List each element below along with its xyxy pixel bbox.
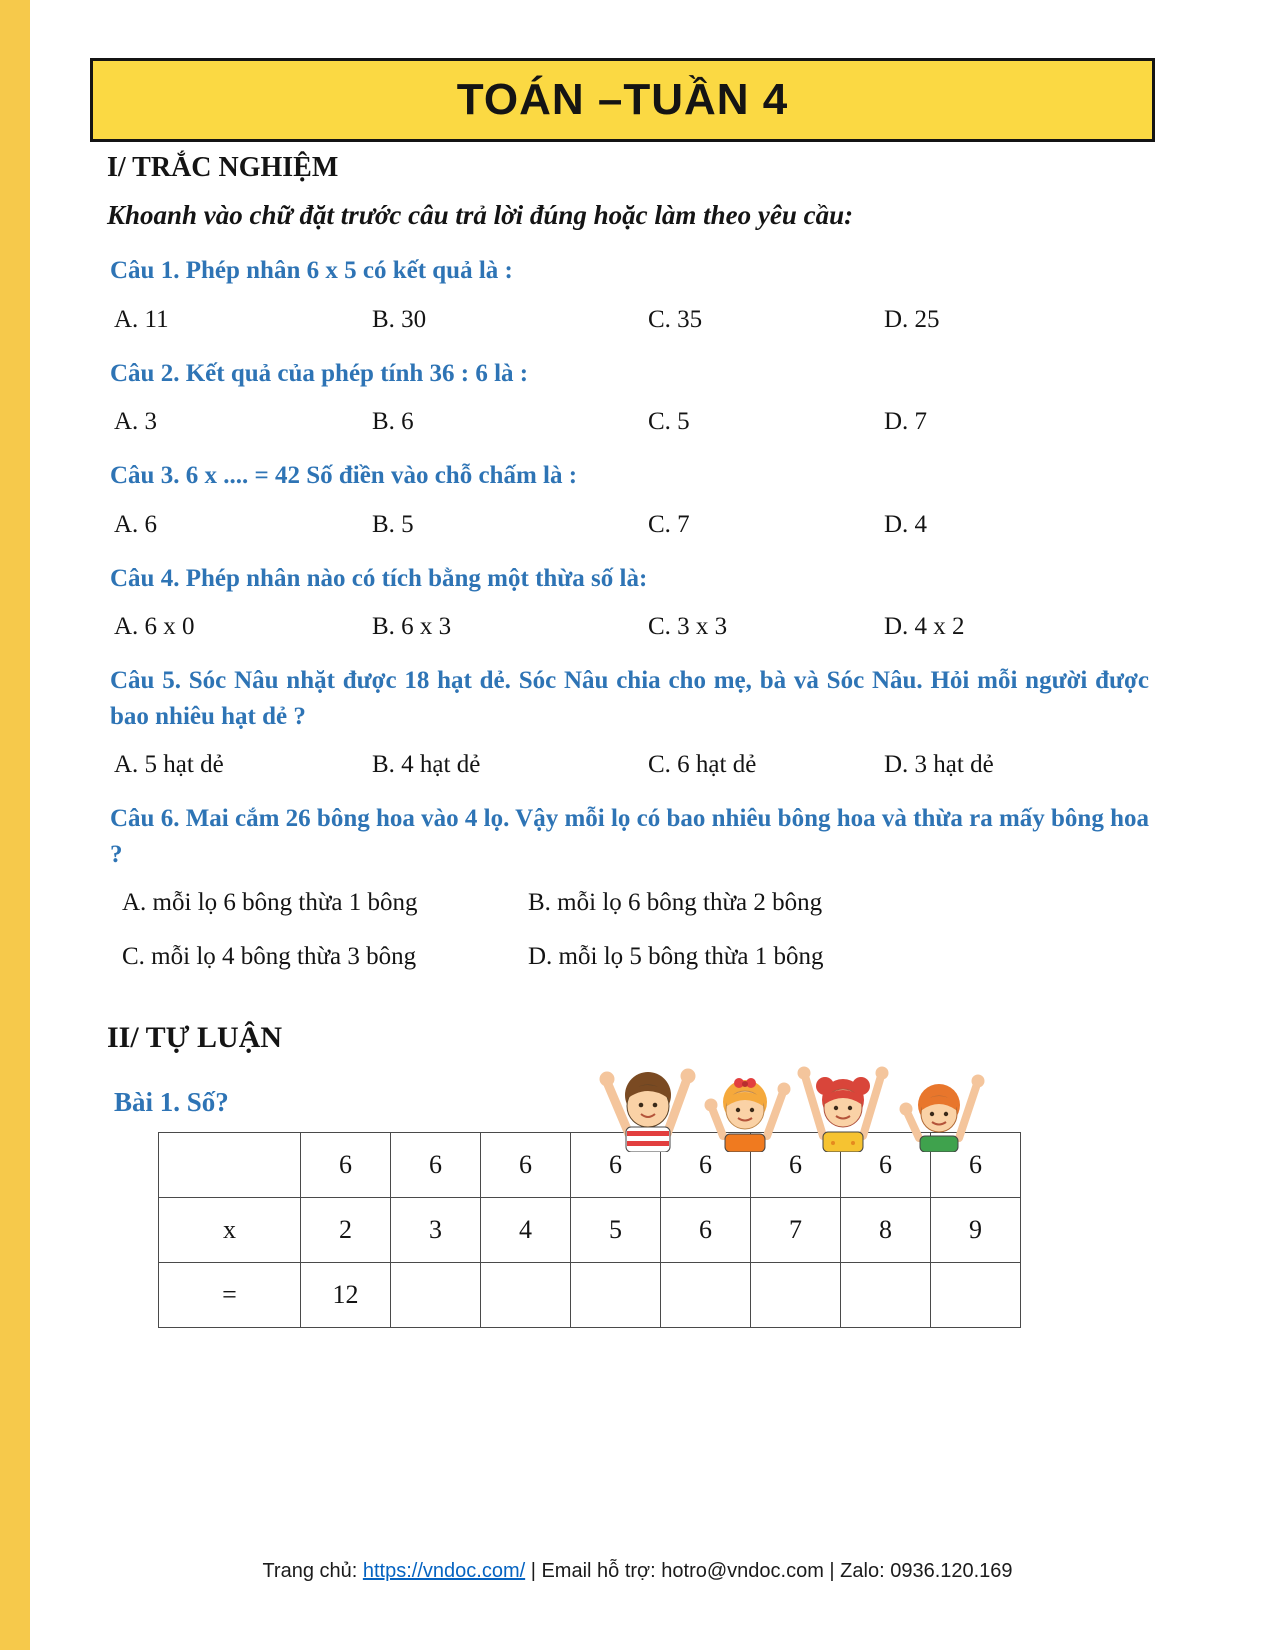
question-3-option-b: B. 5 — [372, 510, 414, 538]
table-cell: 6 — [571, 1133, 661, 1198]
table-cell: 6 — [751, 1133, 841, 1198]
question-4-option-c: C. 3 x 3 — [648, 613, 728, 640]
page-content — [90, 58, 1155, 1328]
table-cell: 2 — [301, 1198, 391, 1263]
question-3-options — [110, 511, 1149, 539]
table-cell: 8 — [841, 1198, 931, 1263]
table-cell-blank[interactable] — [159, 1133, 301, 1198]
question-6-option-d: D. mỗi lọ 5 bông thừa 1 bông — [528, 943, 824, 970]
table-cell: 6 — [391, 1133, 481, 1198]
table-cell: 6 — [481, 1133, 571, 1198]
question-1 — [90, 253, 1155, 334]
page-title: TOÁN –TUẦN 4 — [456, 75, 789, 124]
question-5-option-b: B. 4 hạt dẻ — [372, 751, 481, 778]
table-answer-blank[interactable] — [571, 1263, 661, 1328]
table-cell: 7 — [751, 1198, 841, 1263]
page-footer — [0, 1560, 1275, 1583]
question-6-option-c: C. mỗi lọ 4 bông thừa 3 bông — [122, 943, 417, 970]
question-2-option-b: B. 6 — [372, 408, 414, 435]
table-cell: 6 — [841, 1133, 931, 1198]
table-row-multipliers — [159, 1198, 1021, 1263]
question-5-option-a: A. 5 hạt dẻ — [114, 751, 224, 778]
table-cell: 6 — [931, 1133, 1021, 1198]
question-1-option-b: B. 30 — [372, 305, 427, 333]
question-2-option-d: D. 7 — [884, 408, 928, 435]
question-3-option-d: D. 4 — [884, 510, 928, 538]
question-4-prompt: Câu 4. Phép nhân nào có tích bằng một thừa số là: — [110, 564, 648, 592]
question-5 — [90, 663, 1155, 779]
question-2-option-a: A. 3 — [114, 408, 158, 435]
table-row-results — [159, 1263, 1021, 1328]
question-6 — [90, 801, 1155, 971]
question-1-option-c: C. 35 — [648, 305, 703, 333]
table-answer-blank[interactable] — [661, 1263, 751, 1328]
question-2-prompt: Câu 2. Kết quả của phép tính 36 : 6 là : — [110, 359, 529, 387]
question-4-option-b: B. 6 x 3 — [372, 613, 452, 640]
kid-figure-girl-pigtails — [798, 1067, 889, 1153]
multiplication-table — [158, 1132, 1021, 1328]
footer-home-label: Trang chủ: — [262, 1560, 363, 1582]
title-banner — [90, 58, 1155, 142]
table-cell: 12 — [301, 1263, 391, 1328]
section-2-heading: II/ TỰ LUẬN — [107, 1021, 283, 1054]
table-cell: 5 — [571, 1198, 661, 1263]
table-cell: 4 — [481, 1198, 571, 1263]
table-cell: 6 — [661, 1198, 751, 1263]
footer-contact-text: | Email hỗ trợ: hotro@vndoc.com | Zalo: 0936.120.169 — [525, 1560, 1013, 1582]
kid-figure-boy-striped — [600, 1069, 696, 1153]
question-3-option-c: C. 7 — [648, 510, 690, 538]
question-3 — [90, 458, 1155, 539]
question-4 — [90, 561, 1155, 642]
section-1-heading: I/ TRẮC NGHIỆM — [107, 152, 339, 183]
question-1-prompt: Câu 1. Phép nhân 6 x 5 có kết quả là : — [110, 257, 513, 284]
kid-figure-girl-bow — [705, 1078, 791, 1152]
question-6-option-b: B. mỗi lọ 6 bông thừa 2 bông — [528, 889, 823, 916]
table-operator-cell: x — [159, 1198, 301, 1263]
question-3-option-a: A. 6 — [114, 510, 158, 538]
table-cell: 6 — [661, 1133, 751, 1198]
question-1-options — [110, 306, 1149, 334]
table-answer-blank[interactable] — [391, 1263, 481, 1328]
question-5-option-c: C. 6 hạt dẻ — [648, 751, 757, 778]
question-4-option-a: A. 6 x 0 — [114, 613, 195, 640]
question-5-prompt: Câu 5. Sóc Nâu nhặt được 18 hạt dẻ. Sóc Nâu chia cho mẹ, bà và Sóc Nâu. Hỏi mỗi người được bao nhiêu hạt dẻ ? — [110, 667, 1149, 730]
question-6-option-a: A. mỗi lọ 6 bông thừa 1 bông — [122, 889, 418, 916]
question-4-option-d: D. 4 x 2 — [884, 613, 965, 640]
table-cell: 6 — [301, 1133, 391, 1198]
kid-figure-boy-green — [900, 1075, 985, 1153]
question-1-option-a: A. 11 — [114, 305, 169, 333]
kids-illustration — [595, 1048, 995, 1152]
question-1-option-d: D. 25 — [884, 305, 940, 333]
question-6-options — [110, 889, 1149, 971]
instruction-text: Khoanh vào chữ đặt trước câu trả lời đúng hoặc làm theo yêu cầu: — [107, 200, 854, 230]
left-accent-strip — [0, 0, 30, 1650]
table-answer-blank[interactable] — [931, 1263, 1021, 1328]
question-5-options — [110, 751, 1149, 779]
question-4-options — [110, 613, 1149, 641]
table-cell: 9 — [931, 1198, 1021, 1263]
question-2-option-c: C. 5 — [648, 408, 690, 435]
table-cell: 3 — [391, 1198, 481, 1263]
table-answer-blank[interactable] — [751, 1263, 841, 1328]
question-2 — [90, 356, 1155, 437]
table-operator-cell: = — [159, 1263, 301, 1328]
table-answer-blank[interactable] — [481, 1263, 571, 1328]
question-6-prompt: Câu 6. Mai cắm 26 bông hoa vào 4 lọ. Vậy mỗi lọ có bao nhiêu bông hoa và thừa ra mấy bông hoa ? — [110, 805, 1149, 868]
question-5-option-d: D. 3 hạt dẻ — [884, 751, 994, 778]
table-answer-blank[interactable] — [841, 1263, 931, 1328]
question-3-prompt: Câu 3. 6 x .... = 42 Số điền vào chỗ chấm là : — [110, 462, 578, 489]
question-2-options — [110, 408, 1149, 436]
exercise-1-label: Bài 1. Số? — [114, 1087, 229, 1117]
vndoc-link[interactable]: https://vndoc.com/ — [362, 1560, 526, 1582]
